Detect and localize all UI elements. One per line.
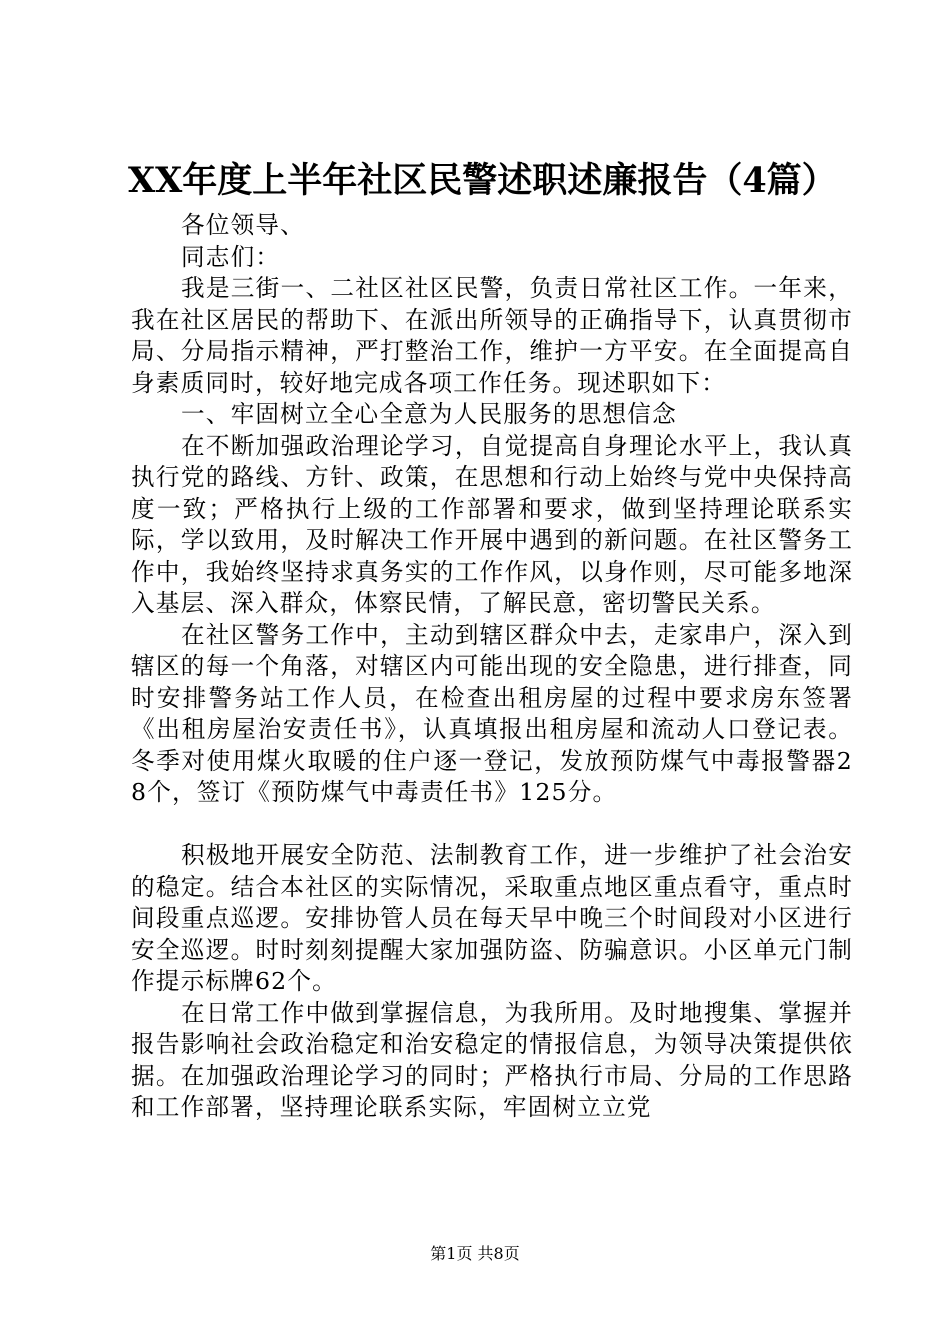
document-title: XX年度上半年社区民警述职述廉报告（4篇）: [128, 160, 837, 201]
section-heading-1: 一、牢固树立全心全意为人民服务的思想信念: [181, 400, 677, 428]
paragraph-information: 在日常工作中做到掌握信息，为我所用。及时地搜集、掌握并报告影响社会政治稳定和治安稳定的情报信息，为领导决策提供依据。在加强政治理论学习的同时；严格执行市局、分局的工作思路和工作部署，坚持理论联系实际，牢固树立立党: [131, 998, 853, 1121]
page-number-footer: 第1页 共8页: [430, 1244, 520, 1263]
document-body: [131, 210, 853, 1124]
paragraph-theory-study: 在不断加强政治理论学习，自觉提高自身理论水平上，我认真执行党的路线、方针、政策，在思想和行动上始终与党中央保持高度一致；严格执行上级的工作部署和要求，做到坚持理论联系实际，学以致用，及时解决工作开展中遇到的新问题。在社区警务工作中，我始终坚持求真务实的工作作风，以身作则，尽可能多地深入基层、深入群众，体察民情，了解民意，密切警民关系。: [131, 431, 853, 617]
paragraph-safety-education: 积极地开展安全防范、法制教育工作，进一步维护了社会治安的稳定。结合本社区的实际情况，采取重点地区重点看守，重点时间段重点巡逻。安排协管人员在每天早中晚三个时间段对小区进行安全巡逻。时时刻刻提醒大家加强防盗、防骗意识。小区单元门制作提示标牌62个。: [131, 841, 853, 995]
paragraph-community-work: 在社区警务工作中，主动到辖区群众中去，走家串户，深入到辖区的每一个角落，对辖区内可能出现的安全隐患，进行排查，同时安排警务站工作人员，在检查出租房屋的过程中要求房东签署《出租房屋治安责任书》，认真填报出租房屋和流动人口登记表。冬季对使用煤火取暖的住户逐一登记，发放预防煤气中毒报警器28个，签订《预防煤气中毒责任书》125分。: [131, 620, 853, 806]
paragraph-intro: 我是三街一、二社区社区民警，负责日常社区工作。一年来，我在社区居民的帮助下、在派出所领导的正确指导下，认真贯彻市局、分局指示精神，严打整治工作，维护一方平安。在全面提高自身素质同时，较好地完成各项工作任务。现述职如下：: [131, 274, 853, 397]
paragraph-greeting-2: 同志们：: [181, 242, 281, 271]
paragraph-greeting-1: 各位领导、: [181, 211, 305, 239]
